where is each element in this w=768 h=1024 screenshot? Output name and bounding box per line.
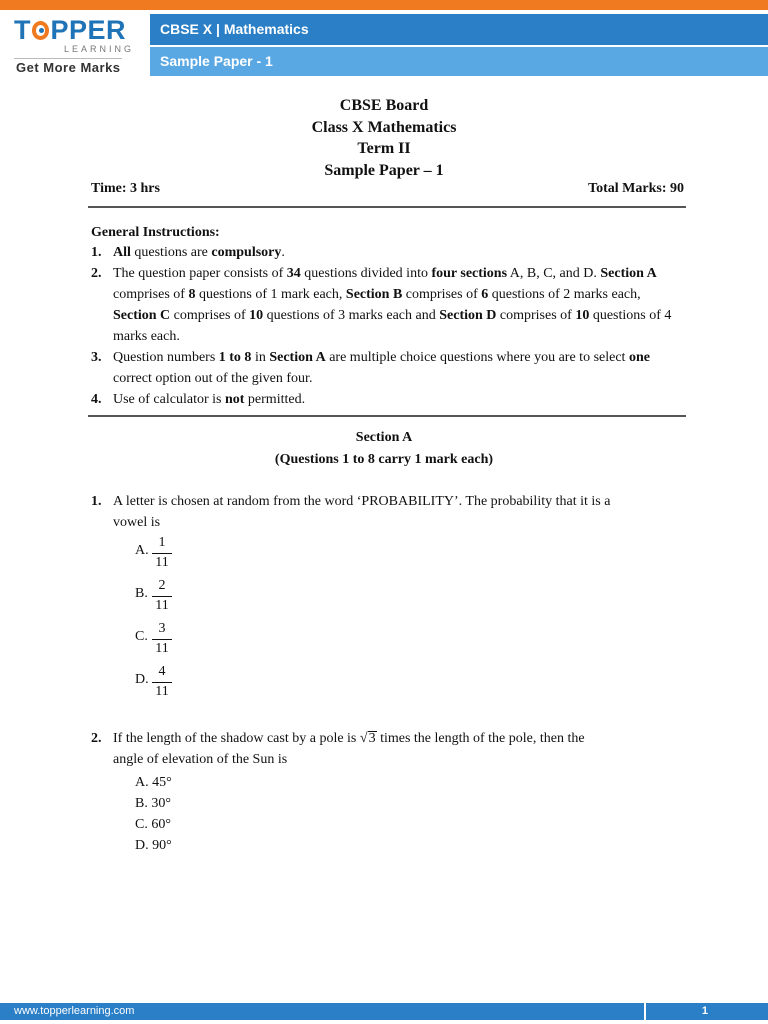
title-board: CBSE Board xyxy=(339,97,429,114)
title-term: Term II xyxy=(357,140,411,157)
option: D. 90° xyxy=(135,838,172,853)
option-label: B. xyxy=(135,586,148,601)
page-number: 1 xyxy=(701,1005,708,1017)
divider-top xyxy=(88,206,686,208)
time-label: Time: 3 hrs xyxy=(91,181,160,196)
question-1 xyxy=(91,491,681,533)
sqrt-radicand: 3 xyxy=(368,731,376,746)
instruction-number: 4. xyxy=(91,392,102,407)
paper-bar: Sample Paper - 1 xyxy=(150,47,768,76)
option-fraction xyxy=(152,620,172,658)
instruction-text: Question numbers 1 to 8 in Section A are multiple choice questions where you are to select one correct option out of the given four. xyxy=(113,350,650,386)
instruction-number: 3. xyxy=(91,350,102,365)
fraction-numerator: 4 xyxy=(152,663,172,683)
option-fraction xyxy=(152,663,172,701)
fraction-numerator: 3 xyxy=(152,620,172,640)
option-fraction xyxy=(152,534,172,572)
logo-wordmark xyxy=(14,16,126,44)
option: B. 30° xyxy=(135,796,171,811)
topper-logo xyxy=(14,15,135,76)
section-title: Section A xyxy=(355,430,413,445)
instruction-item xyxy=(91,263,681,347)
instruction-text: Use of calculator is not permitted. xyxy=(113,392,306,407)
fraction-denominator: 11 xyxy=(155,684,169,699)
title-paper: Sample Paper – 1 xyxy=(324,161,444,179)
instruction-text: All questions are compulsory. xyxy=(113,245,285,260)
footer-url[interactable]: www.topperlearning.com xyxy=(14,1005,135,1017)
logo-divider xyxy=(14,58,122,59)
total-marks-label: Total Marks: 90 xyxy=(588,181,684,196)
fraction-numerator: 1 xyxy=(152,534,172,554)
fraction-denominator: 11 xyxy=(155,598,169,613)
sqrt-icon: √ xyxy=(359,731,368,746)
question-text-post: times the length of the pole, then the xyxy=(376,731,585,746)
instruction-item xyxy=(91,347,681,389)
fraction-numerator: 2 xyxy=(152,577,172,597)
question-number: 2. xyxy=(91,731,102,746)
fraction-denominator: 11 xyxy=(155,555,169,570)
section-note: (Questions 1 to 8 carry 1 mark each) xyxy=(274,452,494,467)
instruction-number: 2. xyxy=(91,266,102,281)
footer-separator xyxy=(644,1003,646,1020)
question-text-line xyxy=(113,728,681,749)
instruction-item xyxy=(91,242,681,263)
title-class: Class X Mathematics xyxy=(311,118,457,136)
paper-title xyxy=(0,95,768,181)
option-fraction xyxy=(152,577,172,615)
instruction-number: 1. xyxy=(91,245,102,260)
footer-bar xyxy=(0,1003,768,1020)
option: C. 60° xyxy=(135,817,171,832)
divider-bottom xyxy=(88,415,686,417)
instruction-text: The question paper consists of 34 questions divided into four sections A, B, C, and D. Section A comprises of 8 questions of 1 mark each, Section B comprises of 6 questions of 2 marks each, Section C comprises of 10 questions of 3 marks each and Section D comprises of 10 questions of 4 marks each. xyxy=(113,266,672,344)
top-accent-strip xyxy=(0,0,768,10)
instruction-item xyxy=(91,389,681,410)
option-label: D. xyxy=(135,672,149,687)
logo-subtext: LEARNING xyxy=(64,44,135,54)
question-text-line: A letter is chosen at random from the word ‘PROBABILITY’. The probability that it is a xyxy=(113,494,611,509)
fraction-denominator: 11 xyxy=(155,641,169,656)
question-text-line: angle of elevation of the Sun is xyxy=(113,752,288,767)
logo-letter-t: T xyxy=(14,15,31,45)
question-text-pre: If the length of the shadow cast by a pole is xyxy=(113,731,360,746)
question-text-line: vowel is xyxy=(113,515,161,530)
option-label: A. xyxy=(135,543,149,558)
option-label: C. xyxy=(135,629,148,644)
logo-o-icon xyxy=(32,21,49,40)
logo-letters: PPER xyxy=(50,15,126,45)
logo-tagline: Get More Marks xyxy=(16,60,121,75)
option: A. 45° xyxy=(135,775,172,790)
question-number: 1. xyxy=(91,494,102,509)
question-2 xyxy=(91,728,681,770)
subject-bar: CBSE X | Mathematics xyxy=(150,14,768,45)
instructions-heading: General Instructions: xyxy=(91,225,220,240)
